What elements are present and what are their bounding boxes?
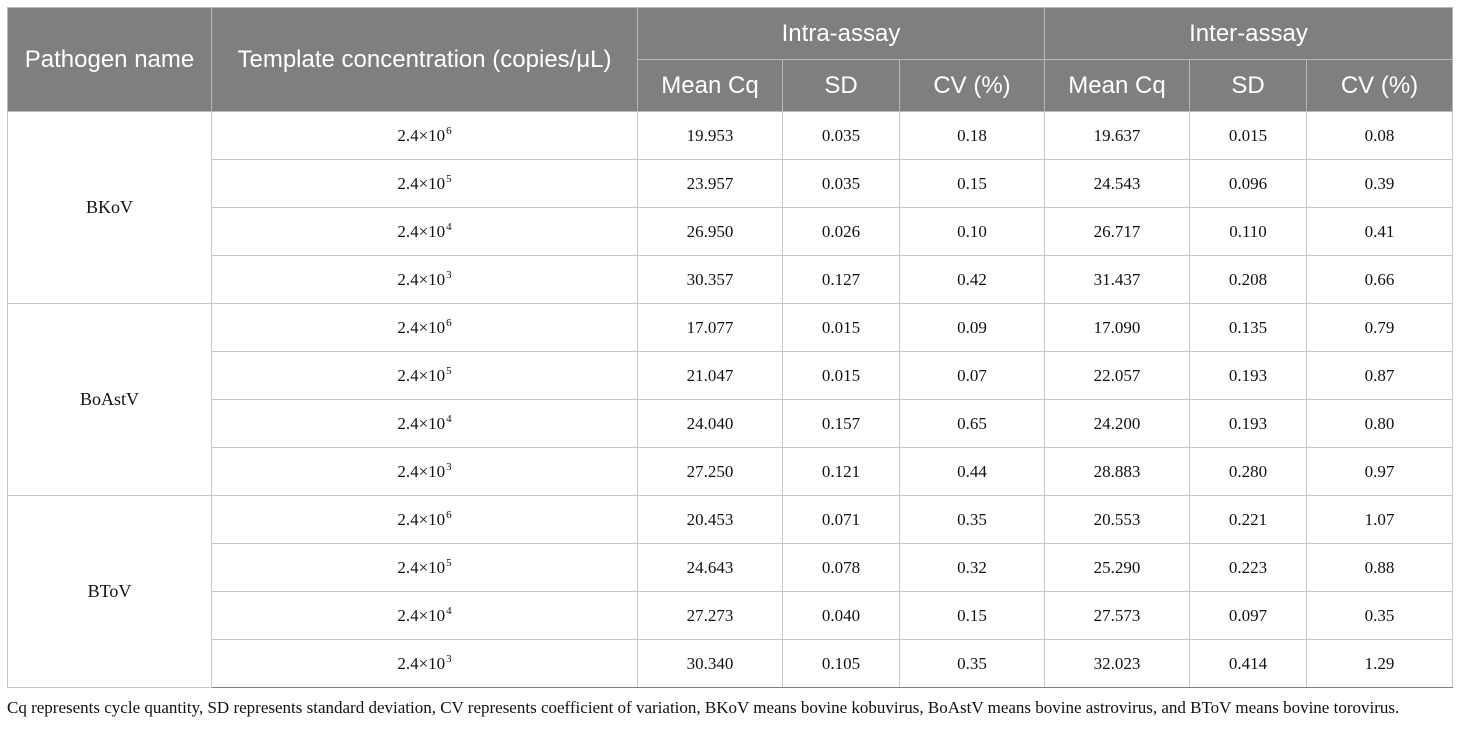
concentration-base: 2.4×10 bbox=[397, 269, 446, 289]
intra-mean-cq-cell: 27.250 bbox=[638, 448, 783, 496]
concentration-exponent: 5 bbox=[446, 364, 452, 377]
table-row bbox=[8, 592, 1453, 640]
intra-cv-cell: 0.35 bbox=[900, 496, 1045, 544]
concentration-exponent: 4 bbox=[446, 220, 452, 233]
inter-sd-cell: 0.221 bbox=[1190, 496, 1307, 544]
intra-mean-cq-cell: 27.273 bbox=[638, 592, 783, 640]
header-intra-mean-cq: Mean Cq bbox=[638, 60, 783, 112]
table-row bbox=[8, 352, 1453, 400]
template-concentration-cell bbox=[212, 304, 638, 352]
concentration-exponent: 4 bbox=[446, 412, 452, 425]
inter-mean-cq-cell: 28.883 bbox=[1045, 448, 1190, 496]
intra-cv-cell: 0.15 bbox=[900, 592, 1045, 640]
inter-sd-cell: 0.193 bbox=[1190, 400, 1307, 448]
intra-sd-cell: 0.015 bbox=[783, 304, 900, 352]
inter-sd-cell: 0.223 bbox=[1190, 544, 1307, 592]
inter-cv-cell: 0.88 bbox=[1307, 544, 1453, 592]
concentration-exponent: 6 bbox=[446, 124, 452, 137]
inter-sd-cell: 0.193 bbox=[1190, 352, 1307, 400]
intra-sd-cell: 0.105 bbox=[783, 640, 900, 688]
concentration-base: 2.4×10 bbox=[397, 557, 446, 577]
header-intra-sd: SD bbox=[783, 60, 900, 112]
template-concentration-cell bbox=[212, 160, 638, 208]
inter-cv-cell: 1.07 bbox=[1307, 496, 1453, 544]
inter-sd-cell: 0.414 bbox=[1190, 640, 1307, 688]
header-inter-sd: SD bbox=[1190, 60, 1307, 112]
table-row bbox=[8, 640, 1453, 688]
concentration-base: 2.4×10 bbox=[397, 173, 446, 193]
template-concentration-cell bbox=[212, 640, 638, 688]
inter-cv-cell: 0.35 bbox=[1307, 592, 1453, 640]
template-concentration-cell bbox=[212, 400, 638, 448]
concentration-exponent: 6 bbox=[446, 316, 452, 329]
template-concentration-cell bbox=[212, 496, 638, 544]
table-row bbox=[8, 112, 1453, 160]
table-header bbox=[8, 8, 1453, 112]
concentration-exponent: 3 bbox=[446, 652, 452, 665]
intra-cv-cell: 0.44 bbox=[900, 448, 1045, 496]
concentration-base: 2.4×10 bbox=[397, 605, 446, 625]
template-concentration-cell bbox=[212, 256, 638, 304]
inter-mean-cq-cell: 20.553 bbox=[1045, 496, 1190, 544]
template-concentration-cell bbox=[212, 112, 638, 160]
concentration-base: 2.4×10 bbox=[397, 509, 446, 529]
inter-cv-cell: 0.08 bbox=[1307, 112, 1453, 160]
header-intra-cv: CV (%) bbox=[900, 60, 1045, 112]
inter-cv-cell: 0.41 bbox=[1307, 208, 1453, 256]
inter-mean-cq-cell: 24.543 bbox=[1045, 160, 1190, 208]
template-concentration-cell bbox=[212, 544, 638, 592]
intra-cv-cell: 0.07 bbox=[900, 352, 1045, 400]
intra-mean-cq-cell: 26.950 bbox=[638, 208, 783, 256]
inter-mean-cq-cell: 27.573 bbox=[1045, 592, 1190, 640]
inter-mean-cq-cell: 25.290 bbox=[1045, 544, 1190, 592]
intra-sd-cell: 0.078 bbox=[783, 544, 900, 592]
intra-sd-cell: 0.121 bbox=[783, 448, 900, 496]
intra-sd-cell: 0.127 bbox=[783, 256, 900, 304]
inter-mean-cq-cell: 22.057 bbox=[1045, 352, 1190, 400]
concentration-exponent: 3 bbox=[446, 460, 452, 473]
concentration-base: 2.4×10 bbox=[397, 653, 446, 673]
intra-cv-cell: 0.15 bbox=[900, 160, 1045, 208]
concentration-base: 2.4×10 bbox=[397, 461, 446, 481]
intra-cv-cell: 0.18 bbox=[900, 112, 1045, 160]
table-row bbox=[8, 256, 1453, 304]
template-concentration-cell bbox=[212, 352, 638, 400]
intra-sd-cell: 0.026 bbox=[783, 208, 900, 256]
inter-sd-cell: 0.096 bbox=[1190, 160, 1307, 208]
intra-cv-cell: 0.32 bbox=[900, 544, 1045, 592]
concentration-base: 2.4×10 bbox=[397, 365, 446, 385]
intra-mean-cq-cell: 24.643 bbox=[638, 544, 783, 592]
intra-cv-cell: 0.10 bbox=[900, 208, 1045, 256]
inter-sd-cell: 0.280 bbox=[1190, 448, 1307, 496]
pathogen-name-cell: BoAstV bbox=[8, 304, 212, 496]
table-row bbox=[8, 208, 1453, 256]
header-template-concentration: Template concentration (copies/μL) bbox=[212, 8, 638, 112]
template-concentration-cell bbox=[212, 448, 638, 496]
inter-mean-cq-cell: 17.090 bbox=[1045, 304, 1190, 352]
header-pathogen-name: Pathogen name bbox=[8, 8, 212, 112]
intra-cv-cell: 0.09 bbox=[900, 304, 1045, 352]
inter-cv-cell: 0.87 bbox=[1307, 352, 1453, 400]
intra-mean-cq-cell: 24.040 bbox=[638, 400, 783, 448]
inter-cv-cell: 0.79 bbox=[1307, 304, 1453, 352]
inter-sd-cell: 0.097 bbox=[1190, 592, 1307, 640]
inter-mean-cq-cell: 31.437 bbox=[1045, 256, 1190, 304]
concentration-base: 2.4×10 bbox=[397, 221, 446, 241]
concentration-exponent: 5 bbox=[446, 172, 452, 185]
template-concentration-cell bbox=[212, 208, 638, 256]
intra-sd-cell: 0.040 bbox=[783, 592, 900, 640]
inter-cv-cell: 0.39 bbox=[1307, 160, 1453, 208]
concentration-exponent: 6 bbox=[446, 508, 452, 521]
intra-mean-cq-cell: 30.340 bbox=[638, 640, 783, 688]
inter-mean-cq-cell: 26.717 bbox=[1045, 208, 1190, 256]
table-row bbox=[8, 400, 1453, 448]
intra-sd-cell: 0.015 bbox=[783, 352, 900, 400]
intra-cv-cell: 0.65 bbox=[900, 400, 1045, 448]
intra-sd-cell: 0.035 bbox=[783, 112, 900, 160]
header-inter-mean-cq: Mean Cq bbox=[1045, 60, 1190, 112]
intra-mean-cq-cell: 30.357 bbox=[638, 256, 783, 304]
inter-mean-cq-cell: 32.023 bbox=[1045, 640, 1190, 688]
inter-cv-cell: 0.66 bbox=[1307, 256, 1453, 304]
table-row bbox=[8, 496, 1453, 544]
table-row bbox=[8, 448, 1453, 496]
inter-sd-cell: 0.110 bbox=[1190, 208, 1307, 256]
concentration-base: 2.4×10 bbox=[397, 125, 446, 145]
template-concentration-cell bbox=[212, 592, 638, 640]
concentration-base: 2.4×10 bbox=[397, 317, 446, 337]
concentration-base: 2.4×10 bbox=[397, 413, 446, 433]
concentration-exponent: 3 bbox=[446, 268, 452, 281]
inter-mean-cq-cell: 19.637 bbox=[1045, 112, 1190, 160]
concentration-exponent: 4 bbox=[446, 604, 452, 617]
intra-sd-cell: 0.157 bbox=[783, 400, 900, 448]
table-body bbox=[8, 112, 1453, 688]
intra-mean-cq-cell: 21.047 bbox=[638, 352, 783, 400]
inter-cv-cell: 1.29 bbox=[1307, 640, 1453, 688]
table-footnote: Cq represents cycle quantity, SD represents standard deviation, CV represents coefficient of variation, BKoV means bovine kobuvirus, BoAstV means bovine astrovirus, and BToV means bovine torovirus. bbox=[7, 698, 1400, 717]
intra-sd-cell: 0.035 bbox=[783, 160, 900, 208]
intra-mean-cq-cell: 20.453 bbox=[638, 496, 783, 544]
intra-cv-cell: 0.42 bbox=[900, 256, 1045, 304]
inter-sd-cell: 0.015 bbox=[1190, 112, 1307, 160]
intra-mean-cq-cell: 19.953 bbox=[638, 112, 783, 160]
pathogen-name-cell: BToV bbox=[8, 496, 212, 688]
inter-cv-cell: 0.80 bbox=[1307, 400, 1453, 448]
table-row bbox=[8, 544, 1453, 592]
table-row bbox=[8, 304, 1453, 352]
intra-mean-cq-cell: 17.077 bbox=[638, 304, 783, 352]
concentration-exponent: 5 bbox=[446, 556, 452, 569]
table-row bbox=[8, 160, 1453, 208]
inter-cv-cell: 0.97 bbox=[1307, 448, 1453, 496]
inter-mean-cq-cell: 24.200 bbox=[1045, 400, 1190, 448]
intra-sd-cell: 0.071 bbox=[783, 496, 900, 544]
header-inter-assay: Inter-assay bbox=[1045, 8, 1453, 60]
pathogen-name-cell: BKoV bbox=[8, 112, 212, 304]
header-intra-assay: Intra-assay bbox=[638, 8, 1045, 60]
intra-mean-cq-cell: 23.957 bbox=[638, 160, 783, 208]
header-inter-cv: CV (%) bbox=[1307, 60, 1453, 112]
intra-cv-cell: 0.35 bbox=[900, 640, 1045, 688]
inter-sd-cell: 0.208 bbox=[1190, 256, 1307, 304]
assay-table bbox=[7, 7, 1453, 688]
inter-sd-cell: 0.135 bbox=[1190, 304, 1307, 352]
